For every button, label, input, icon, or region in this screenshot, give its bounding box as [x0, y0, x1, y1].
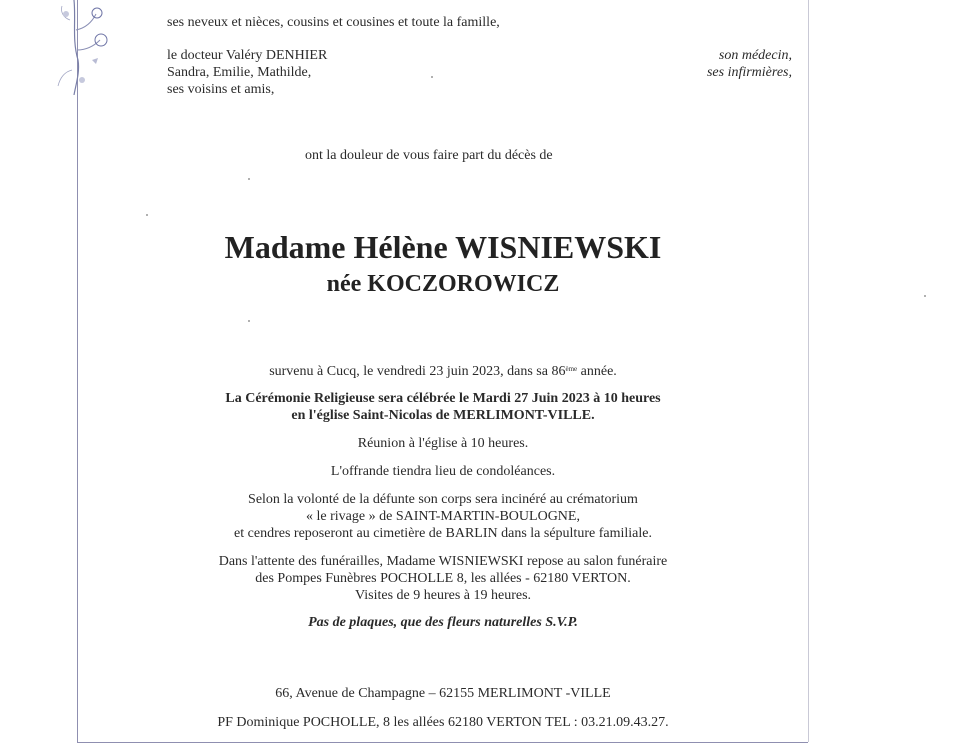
meeting-line: Réunion à l'église à 10 heures. [357, 436, 529, 451]
scan-speck [431, 76, 433, 78]
rest-line-3: Visites de 9 heures à 19 heures. [354, 588, 532, 603]
ceremony-line-2: en l'église Saint-Nicolas de MERLIMONT-VILLE. [291, 408, 595, 423]
death-text: survenu à Cucq, le vendredi 23 juin 2023, dans sa 86 [269, 364, 566, 379]
maiden-name: née KOCZOROWICZ [326, 271, 560, 297]
flowers-request: Pas de plaques, que des fleurs naturelles S.V.P. [308, 615, 578, 630]
flower-decoration [52, 0, 112, 95]
scan-speck [924, 295, 926, 297]
funeral-home-line: PF Dominique POCHOLLE, 8 les allées 62180 VERTON TEL : 03.21.09.43.27. [217, 715, 669, 730]
cremation-line-3: et cendres reposeront au cimetière de BARLIN dans la sépulture familiale. [234, 526, 652, 541]
death-suffix: année. [577, 364, 617, 379]
ordinal-suffix: ème [565, 365, 578, 373]
neighbors-line: ses voisins et amis, [167, 82, 275, 97]
family-line: ses neveux et nièces, cousins et cousines et toute la famille, [167, 15, 500, 30]
ceremony-line-1: La Cérémonie Religieuse sera célébrée le Mardi 27 Juin 2023 à 10 heures [225, 391, 661, 406]
cremation-line-1: Selon la volonté de la défunte son corps sera incinéré au crématorium [248, 492, 638, 507]
frame-right-border [808, 0, 809, 742]
offering-line: L'offrande tiendra lieu de condoléances. [330, 464, 556, 479]
doctor-role: son médecin, [718, 48, 792, 63]
rest-line-2: des Pompes Funèbres POCHOLLE 8, les allées - 62180 VERTON. [255, 571, 631, 586]
nurses-names: Sandra, Emilie, Mathilde, [167, 65, 312, 80]
address-line: 66, Avenue de Champagne – 62155 MERLIMONT -VILLE [275, 686, 611, 701]
doctor-name: le docteur Valéry DENHIER [167, 48, 328, 63]
announcement-line: ont la douleur de vous faire part du décès de [305, 148, 553, 163]
death-notice [78, 363, 808, 380]
scan-speck [146, 214, 148, 216]
frame-bottom-border [77, 742, 808, 743]
rest-line-1: Dans l'attente des funérailles, Madame WISNIEWSKI repose au salon funéraire [218, 554, 668, 569]
cremation-line-2: « le rivage » de SAINT-MARTIN-BOULOGNE, [306, 509, 580, 524]
deceased-name: Madame Hélène WISNIEWSKI [224, 229, 662, 265]
scan-speck [248, 178, 250, 180]
nurses-role: ses infirmières, [706, 65, 792, 80]
scan-speck [248, 320, 250, 322]
